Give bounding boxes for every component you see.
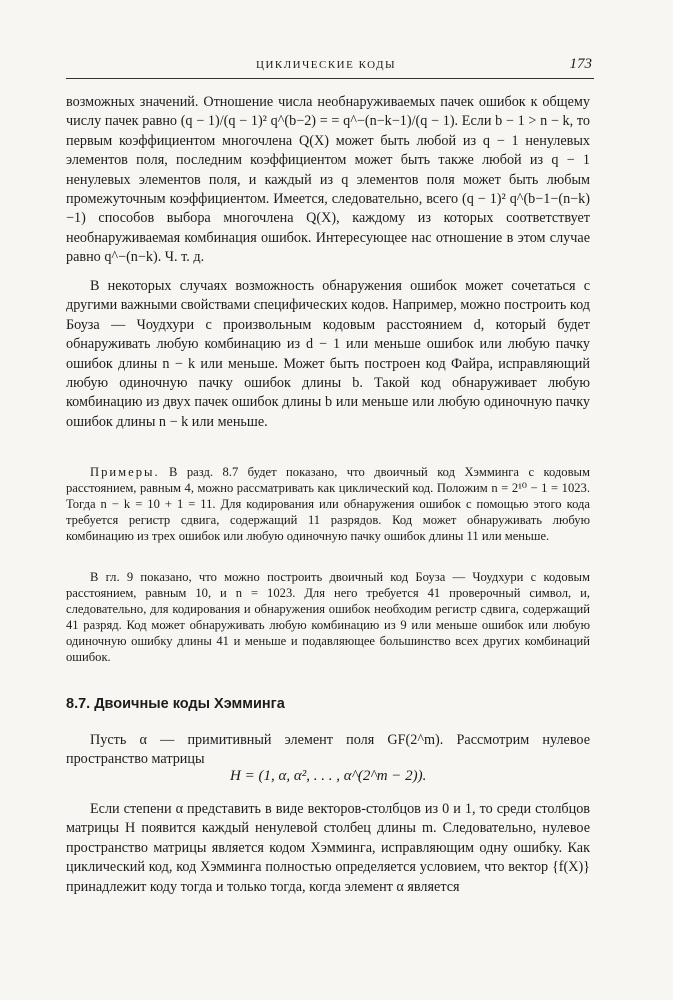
example-hamming (66, 464, 590, 544)
page-number: 173 (569, 56, 592, 72)
paragraph-text: возможных значений. Отношение числа необнаруживаемых пачек ошибок к общему числу пачек равно (q − 1)/(q − 1)² q^(b−2) = = q^−(n−k−1)/(q − 1). Если b − 1 > n − k, то первым коэффициентом многочлена Q(X) может быть любой из q − 1 ненулевых элементов поля, последним коэффициентом может быть также любой из q − 1 ненулевых элементов поля, и каждый из q элементов поля может быть любым промежуточным коэффициентом. Имеется, следовательно, всего (q − 1)² q^(b−1−(n−k)−1) способов выбора многочлена Q(X), каждому из которых соответствует необнаруживаемая комбинация ошибок. Интересующее нас отношение в этом случае равно q^−(n−k). Ч. т. д. (66, 94, 590, 266)
example-text: В разд. 8.7 будет показано, что двоичный код Хэмминга с кодовым расстоянием, равным 4, можно рассматривать как циклический код. Положим n = 2¹⁰ − 1 = 1023. Тогда n − k = 10 + 1 = 11. Для кодирования или обнаружения ошибок с помощью этого кода требуется регистр сдвига, содержащий 11 разрядов. Код может обнаруживать любую комбинацию из трех ошибок или любую одиночную пачку ошибок длины 11 или меньше. (66, 465, 590, 543)
paragraph-text: В некоторых случаях возможность обнаружения ошибок может сочетаться с другими важными свойствами специфических кодов. Например, можно построить код Боуза — Чоудхури с произвольным кодовым расстоянием d, который будет обнаруживать любую комбинацию из d − 1 или меньше ошибок или любую пачку ошибок длины n − k или меньше. Может быть построен код Файра, исправляющий любую одиночную пачку ошибок длины b. Такой код обнаруживает любую комбинацию из двух пачек ошибок длины b или меньше или любую одиночную пачку ошибок длины n − k или меньше. (66, 278, 590, 430)
paragraph-primitive-element (66, 731, 590, 770)
paragraph-proof-end (66, 93, 590, 268)
example-text: В гл. 9 показано, что можно построить двоичный код Боуза — Чоудхури с кодовым расстоянием, равным 10, и n = 1023. Для него требуется 41 проверочный символ, и, следовательно, для кодирования и обнаружения ошибок необходим регистр сдвига, содержащий 41 разряд. Код может обнаруживать любую комбинацию из 9 или меньше ошибок или любую одиночную ошибку длины 41 и меньше и подавляющее большинство всех других комбинаций ошибок. (66, 570, 590, 664)
running-title: ЦИКЛИЧЕСКИЕ КОДЫ (256, 59, 397, 71)
section-heading: 8.7. Двоичные коды Хэмминга (66, 696, 285, 712)
paragraph-detection-properties (66, 277, 590, 432)
examples-label: Примеры. (90, 465, 160, 479)
matrix-formula: H = (1, α, α², . . . , α^(2^m − 2)). (230, 768, 427, 784)
example-bch (66, 569, 590, 665)
paragraph-hamming-code (66, 800, 590, 897)
paragraph-text: Если степени α представить в виде векторов-столбцов из 0 и 1, то среди столбцов матрицы H появится каждый ненулевой столбец длины m. Следовательно, нулевое пространство матрицы является кодом Хэмминга, исправляющим одну ошибку. Как циклический код, код Хэмминга полностью определяется условием, что вектор {f(X)} принадлежит коду тогда и только тогда, когда элемент α является (66, 801, 590, 895)
paragraph-text: Пусть α — примитивный элемент поля GF(2^m). Рассмотрим нулевое пространство матрицы (66, 732, 590, 768)
running-header (66, 56, 594, 79)
